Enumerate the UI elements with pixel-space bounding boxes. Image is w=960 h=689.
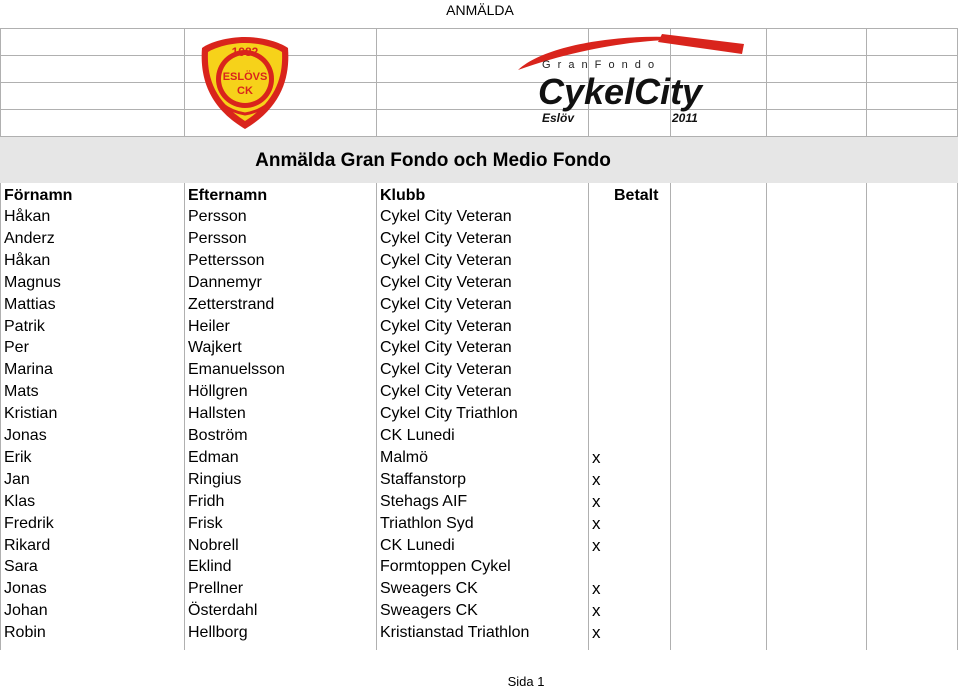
last-name-cell: Prellner (188, 580, 244, 598)
page-header: ANMÄLDA (446, 2, 514, 18)
club-cell: CK Lunedi (380, 427, 455, 444)
logo-gran-fondo: G r a n F o n d o (542, 59, 657, 71)
col-header-last-name: Efternamn (188, 187, 268, 204)
club-cell: Cykel City Veteran (380, 273, 512, 291)
first-name-cell: Marina (4, 361, 53, 379)
first-name-cell: Håkan (4, 251, 51, 269)
paid-cell: x (592, 491, 601, 511)
club-cell: Staffanstorp (380, 470, 466, 488)
first-name-cell: Patrik (4, 317, 45, 335)
eslovs-ck-logo (196, 34, 294, 132)
table-row (0, 469, 958, 491)
club-cell: Sweagers CK (380, 602, 478, 620)
spreadsheet (0, 28, 958, 650)
table-row (0, 578, 958, 600)
first-name-cell: Klas (4, 492, 36, 510)
last-name-cell: Pettersson (188, 251, 265, 269)
last-name-cell: Edman (188, 448, 239, 466)
table-row (0, 425, 958, 447)
first-name-cell: Anderz (4, 229, 55, 247)
first-name-cell: Jonas (4, 427, 47, 444)
club-cell: Cykel City Veteran (380, 383, 512, 401)
title-row (0, 137, 958, 183)
paid-cell: x (592, 535, 601, 555)
table-header (0, 185, 958, 207)
table-row (0, 359, 958, 381)
table-row (0, 206, 958, 228)
last-name-cell: Hellborg (188, 624, 248, 642)
last-name-cell: Österdahl (188, 602, 258, 620)
table-row (0, 294, 958, 316)
first-name-cell: Sara (4, 558, 38, 576)
first-name-cell: Håkan (4, 208, 51, 225)
last-name-cell: Ringius (188, 470, 242, 488)
col-header-paid: Betalt (614, 187, 659, 204)
document-title: Anmälda Gran Fondo och Medio Fondo (255, 150, 611, 171)
table-row (0, 491, 958, 513)
table-row (0, 228, 958, 250)
last-name-cell: Zetterstrand (188, 295, 275, 313)
paid-cell: x (592, 469, 601, 489)
paid-cell: x (592, 601, 601, 621)
last-name-cell: Frisk (188, 514, 223, 532)
club-cell: Cykel City Veteran (380, 317, 512, 335)
club-cell: Cykel City Veteran (380, 361, 512, 379)
last-name-cell: Eklind (188, 558, 232, 576)
club-cell: Cykel City Triathlon (380, 405, 518, 423)
col-header-first-name: Förnamn (4, 187, 73, 204)
logo-city: Eslöv (542, 111, 575, 125)
last-name-cell: Höllgren (188, 383, 248, 401)
last-name-cell: Emanuelsson (188, 361, 285, 379)
club-cell: Cykel City Veteran (380, 229, 512, 247)
table-row (0, 403, 958, 425)
logo-year: 1982 (231, 45, 259, 59)
first-name-cell: Per (4, 339, 29, 357)
last-name-cell: Nobrell (188, 536, 239, 554)
club-cell: Formtoppen Cykel (380, 558, 511, 576)
last-name-cell: Persson (188, 208, 247, 225)
col-header-club: Klubb (380, 187, 426, 204)
first-name-cell: Johan (4, 602, 48, 620)
first-name-cell: Mattias (4, 295, 56, 313)
club-cell: Cykel City Veteran (380, 208, 512, 225)
club-cell: Kristianstad Triathlon (380, 624, 530, 642)
first-name-cell: Kristian (4, 405, 58, 423)
first-name-cell: Jonas (4, 580, 47, 598)
page-footer: Sida 1 (507, 674, 545, 689)
table-row (0, 316, 958, 338)
table-row (0, 272, 958, 294)
club-cell: Cykel City Veteran (380, 295, 512, 313)
first-name-cell: Fredrik (4, 514, 54, 532)
logo-club-name: ESLÖVS (222, 71, 268, 83)
last-name-cell: Fridh (188, 492, 225, 510)
first-name-cell: Erik (4, 448, 32, 466)
club-cell: Stehags AIF (380, 492, 468, 510)
table-row (0, 600, 958, 622)
last-name-cell: Boström (188, 427, 248, 444)
table-row (0, 535, 958, 557)
table-row (0, 250, 958, 272)
cykelcity-gran-fondo-logo (512, 30, 744, 125)
logo-year: 2011 (672, 111, 698, 125)
table-row (0, 556, 958, 578)
club-cell: Cykel City Veteran (380, 339, 512, 357)
club-cell: Malmö (380, 448, 429, 466)
table-row (0, 513, 958, 535)
club-cell: Cykel City Veteran (380, 251, 512, 269)
logo-club-ck: CK (237, 85, 253, 97)
first-name-cell: Magnus (4, 273, 61, 291)
first-name-cell: Robin (4, 624, 46, 642)
last-name-cell: Persson (188, 229, 247, 247)
table-row (0, 381, 958, 403)
first-name-cell: Jan (4, 470, 30, 488)
last-name-cell: Wajkert (188, 339, 242, 357)
club-cell: CK Lunedi (380, 536, 455, 554)
last-name-cell: Hallsten (188, 405, 246, 423)
first-name-cell: Mats (4, 383, 39, 401)
last-name-cell: Heiler (188, 317, 230, 335)
last-name-cell: Dannemyr (188, 273, 262, 291)
club-cell: Triathlon Syd (380, 514, 474, 532)
paid-cell: x (592, 623, 601, 643)
paid-cell: x (592, 513, 601, 533)
first-name-cell: Rikard (4, 536, 51, 554)
paid-cell: x (592, 447, 601, 467)
club-cell: Sweagers CK (380, 580, 478, 598)
logo-brand: CykelCity (538, 71, 703, 112)
table-row (0, 337, 958, 359)
table-row (0, 447, 958, 469)
paid-cell: x (592, 579, 601, 599)
table-row (0, 622, 958, 644)
